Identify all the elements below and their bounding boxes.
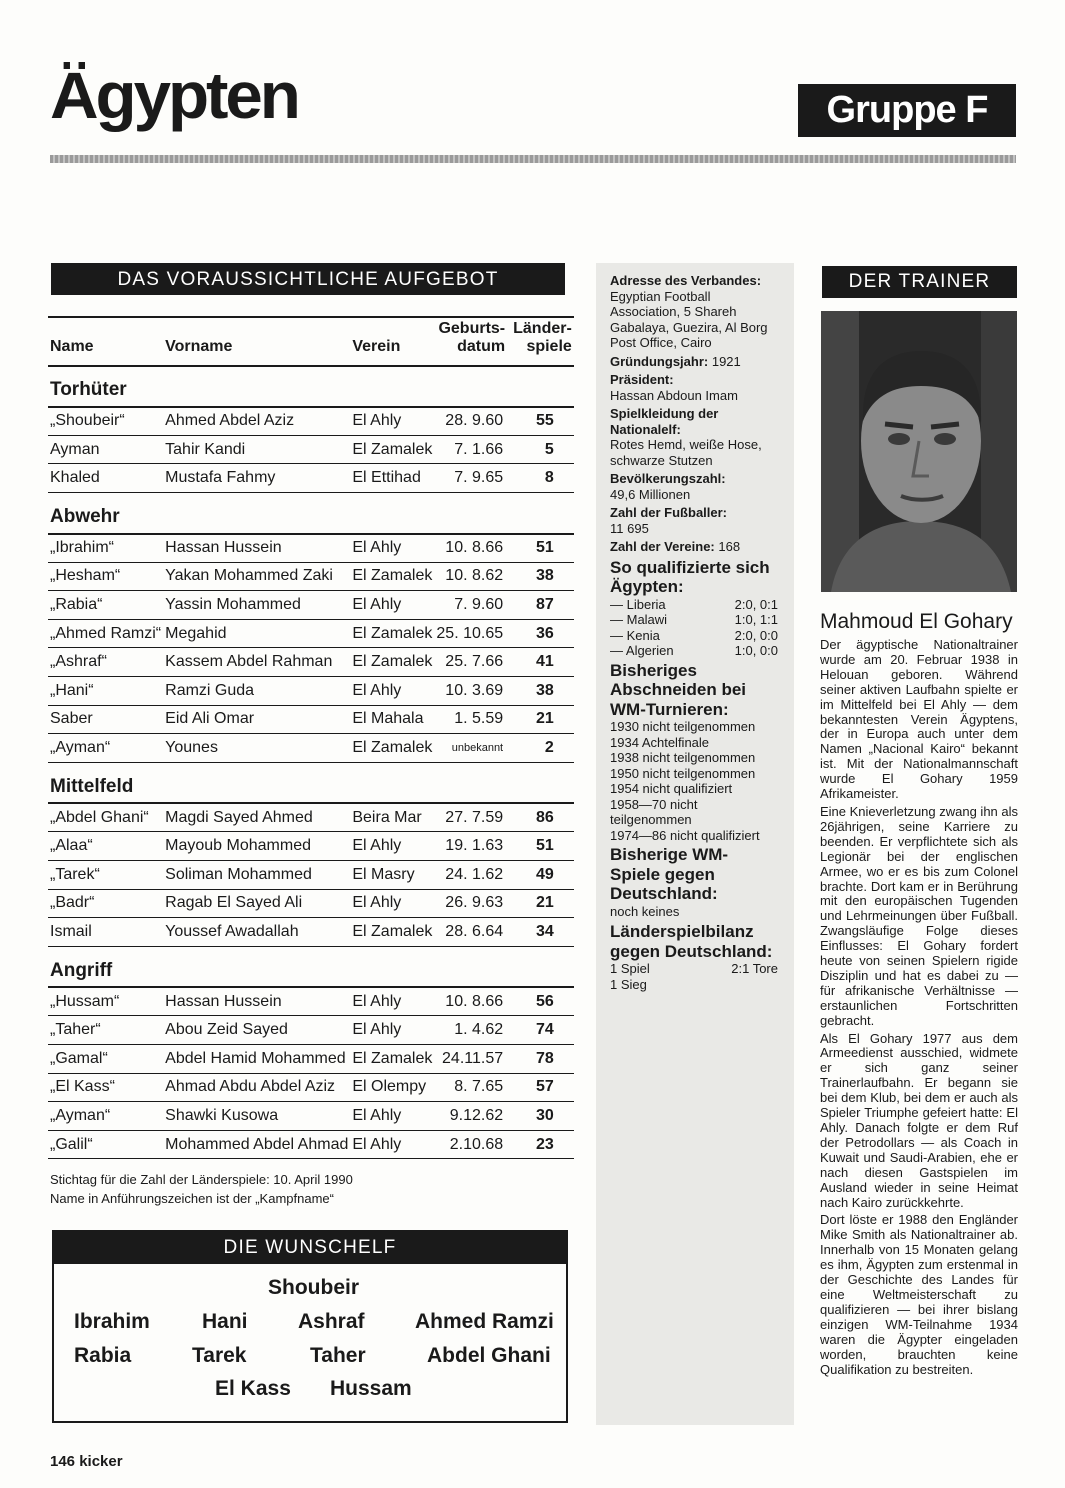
trainer-heading: DER TRAINER [822, 266, 1017, 298]
bio-paragraph: Eine Knieverletzung zwang ihn als 26jährigen, seine Karriere zu beenden. Er verpflichtete sich als Legionär bei der englischen Armee, wo er es bis zum Colonel brachte. Dort kam er in Berührung mit den europäischen Tugenden und Lehrmeinungen über Fußball. Zwangsläufige Folge dieses Einflusses: El Gohary fordert heute von seinen Spielern rigide Disziplin und hat es dabei zu — für afrikanische Verhältnisse — erstaunlichen Fortschritten gebracht. [820, 803, 1019, 1028]
squad-table [48, 316, 574, 1159]
trainer-biography [820, 638, 1018, 1380]
president-value: Hassan Abdoun Imam [610, 387, 738, 403]
wm-history-item: 1954 nicht qualifiziert [610, 781, 733, 796]
player-name: Ismail [48, 918, 163, 947]
wm-vs-germany-value: noch keines [610, 903, 680, 919]
bio-paragraph: Der ägyptische Nationaltrainer wurde am 20. Februar 1938 in Helouan geboren. Während seiner aktiven Laufbahn spielte er im Mittelfeld bei El Ahly — dem bekanntesten Verein Ägyptens, der in Europa auch unter dem Namen „Nacional Kairo“ bekannt ist. Mit der Nationalmannschaft wurde El Gohary 1959 Afrikameister. [820, 637, 1018, 802]
player-birthdate: 1. 5.59 [434, 705, 511, 734]
player-birthdate: 27. 7.59 [434, 803, 511, 832]
player-row [48, 987, 574, 1016]
player-row [48, 1102, 574, 1131]
wunschelf-player: El Kass [215, 1377, 291, 1400]
player-firstname: Shawki Kusowa [163, 1102, 350, 1131]
player-firstname: Tahir Kandi [163, 435, 350, 464]
address-value: Egyptian Football Association, 5 Shareh Gabalaya, Guezira, Al Borg Post Office, Cairo [610, 288, 768, 350]
squad-heading: DAS VORAUSSICHTLICHE AUFGEBOT [51, 263, 565, 295]
player-birthdate: 26. 9.63 [434, 889, 511, 918]
player-birthdate: 2.10.68 [434, 1130, 511, 1159]
player-name: „Tarek“ [48, 861, 163, 890]
footnote-kampfname: Name in Anführungszeichen ist der „Kampfname“ [50, 1191, 334, 1206]
player-club: El Zamalek [350, 734, 434, 763]
kit-label: Spielkleidung der Nationalelf: [610, 406, 719, 437]
player-caps: 8 [511, 464, 574, 493]
kit-value: Rotes Hemd, weiße Hose, schwarze Stutzen [610, 437, 762, 468]
player-caps: 30 [511, 1102, 574, 1131]
player-birthdate: 1. 4.62 [434, 1016, 511, 1045]
player-caps: 57 [511, 1073, 574, 1102]
player-firstname: Soliman Mohammed [163, 861, 350, 890]
player-club: El Mahala [350, 705, 434, 734]
player-birthdate: 9.12.62 [434, 1102, 511, 1131]
player-club: El Ahly [350, 1102, 434, 1131]
player-name: „Badr“ [48, 889, 163, 918]
player-birthdate: 7. 9.60 [434, 591, 511, 620]
player-firstname: Abdel Hamid Mohammed [163, 1044, 350, 1073]
player-birthdate: 10. 8.66 [434, 987, 511, 1016]
trainer-name: Mahmoud El Gohary [820, 610, 1013, 633]
position-row [48, 493, 574, 534]
player-row [48, 562, 574, 591]
player-club: El Zamalek [350, 1044, 434, 1073]
player-caps: 21 [511, 889, 574, 918]
qualification-list [610, 597, 778, 659]
player-name: „Abdel Ghani“ [48, 803, 163, 832]
qualification-row [610, 612, 778, 628]
player-birthdate: 28. 6.64 [434, 918, 511, 947]
player-name: Ayman [48, 435, 163, 464]
player-caps: 38 [511, 562, 574, 591]
player-firstname: Ragab El Sayed Ali [163, 889, 350, 918]
wm-history-item: 1934 Achtelfinale [610, 734, 710, 750]
player-firstname: Magdi Sayed Ahmed [163, 803, 350, 832]
col-verein: Verein [350, 317, 434, 366]
wm-history-heading: Bisheriges Abschneiden bei WM-Turnieren: [610, 660, 747, 719]
record-games: 1 Spiel [610, 961, 650, 976]
position-title: Torhüter [48, 366, 574, 407]
player-firstname: Yakan Mohammed Zaki [163, 562, 350, 591]
player-name: „Galil“ [48, 1130, 163, 1159]
player-row [48, 591, 574, 620]
player-club: El Ettihad [350, 464, 434, 493]
player-caps: 36 [511, 619, 574, 648]
player-row [48, 435, 574, 464]
qualification-opponent: — Algerien [610, 643, 674, 658]
player-club: El Ahly [350, 677, 434, 706]
player-caps: 34 [511, 918, 574, 947]
player-caps: 55 [511, 407, 574, 436]
page-number: 146 [50, 1453, 76, 1470]
player-birthdate: 7. 1.66 [434, 435, 511, 464]
player-row [48, 407, 574, 436]
player-name: Saber [48, 705, 163, 734]
player-club: El Zamalek [350, 562, 434, 591]
player-row [48, 889, 574, 918]
player-name: „Hani“ [48, 677, 163, 706]
wm-history-item: 1958—70 nicht teilgenommen [610, 796, 698, 827]
bio-paragraph: Als El Gohary 1977 aus dem Armeedienst ausschied, widmete er sich ganz seiner Trainerlaufbahn. Er begann sie bei dem Klub, bei dem er auch als Spieler Triumphe gefeiert hatte: El Ahly. Danach folgte er dem Ruf der Petrodollars — als Coach in Kuwait und Saudi-Arabien, ehe er nach diesen Gastspielen im Ausland wieder in seine Heimat nach Kairo zurückkehrte. [820, 1030, 1018, 1210]
player-caps: 74 [511, 1016, 574, 1045]
player-club: El Ahly [350, 407, 434, 436]
player-firstname: Eid Ali Omar [163, 705, 350, 734]
player-birthdate: 10. 8.66 [434, 534, 511, 563]
players-count-label: Zahl der Fußballer: [610, 505, 728, 520]
player-firstname: Abou Zeid Sayed [163, 1016, 350, 1045]
wunschelf-player: Tarek [192, 1344, 247, 1367]
player-row [48, 832, 574, 861]
player-club: El Ahly [350, 987, 434, 1016]
col-name: Name [48, 317, 163, 366]
wunschelf-player: Rabia [74, 1344, 132, 1367]
player-name: „Ahmed Ramzi“ [48, 619, 163, 648]
player-name: „Gamal“ [48, 1044, 163, 1073]
player-name: „Shoubeir“ [48, 407, 163, 436]
qualification-result: 1:0, 1:1 [734, 612, 778, 627]
wm-vs-germany-heading: Bisherige WM-Spiele gegen Deutschland: [610, 845, 729, 903]
player-name: „Ayman“ [48, 734, 163, 763]
wunschelf-player: Ahmed Ramzi [415, 1310, 554, 1333]
squad-header-row [48, 317, 574, 366]
brand-name: kicker [79, 1453, 123, 1470]
qualification-result: 2:0, 0:0 [734, 627, 778, 643]
player-firstname: Hassan Hussein [163, 987, 350, 1016]
clubs-count-label: Zahl der Vereine: [610, 539, 715, 554]
president-label: Präsident: [610, 372, 674, 387]
player-caps: 56 [511, 987, 574, 1016]
player-name: „Taher“ [48, 1016, 163, 1045]
player-firstname: Hassan Hussein [163, 534, 350, 563]
player-birthdate: 10. 8.62 [434, 562, 511, 591]
record-vs-germany-heading: Länderspielbilanz gegen Deutschland: [610, 922, 773, 961]
population-value: 49,6 Millionen [610, 486, 691, 502]
player-birthdate: 24. 1.62 [434, 861, 511, 890]
position-row [48, 762, 574, 803]
position-title: Angriff [48, 946, 574, 987]
wm-history-item: 1938 nicht teilgenommen [610, 750, 756, 765]
wm-history-item: 1974—86 nicht qualifiziert [610, 827, 760, 843]
player-name: „Rabia“ [48, 591, 163, 620]
player-club: El Olempy [350, 1073, 434, 1102]
player-firstname: Younes [163, 734, 350, 763]
player-name: „Ibrahim“ [48, 534, 163, 563]
player-caps: 86 [511, 803, 574, 832]
player-firstname: Ahmed Abdel Aziz [163, 407, 350, 436]
player-caps: 41 [511, 648, 574, 677]
clubs-count-value: 168 [718, 539, 741, 554]
player-club: El Zamalek [350, 648, 434, 677]
qualification-opponent: — Kenia [610, 627, 660, 643]
wm-history-item: 1950 nicht teilgenommen [610, 765, 756, 781]
qualification-result: 1:0, 0:0 [734, 643, 778, 658]
player-firstname: Mayoub Mohammed [163, 832, 350, 861]
player-birthdate: 25. 7.66 [434, 648, 511, 677]
player-club: Beira Mar [350, 803, 434, 832]
bio-paragraph: Dort löste er 1988 den Engländer Mike Smith als Nationaltrainer ab. Innerhalb von 15 Monaten gelang es ihm, Ägypten zum erstenmal in der Geschichte des Landes für eine Weltmeisterschaft zu qualifizieren — bei ihrer bislang einzigen WM-Teilnahme 1934 waren die Ägypter eingeladen worden, brauchten keine Qualifikation zu bestreiten. [820, 1212, 1018, 1377]
player-row [48, 464, 574, 493]
player-name: „Ashraf“ [48, 648, 163, 677]
position-title: Mittelfeld [48, 762, 574, 803]
wm-history-item: 1930 nicht teilgenommen [610, 719, 756, 734]
wunschelf-player: Hani [202, 1310, 248, 1333]
player-row [48, 619, 574, 648]
player-birthdate: 28. 9.60 [434, 407, 511, 436]
wunschelf-player: Ashraf [298, 1310, 365, 1333]
founded-value: 1921 [711, 353, 741, 369]
qualification-heading: So qualifizierte sich Ägypten: [610, 557, 770, 596]
player-firstname: Youssef Awadallah [163, 918, 350, 947]
wunschelf-player: Abdel Ghani [427, 1344, 551, 1367]
player-club: El Ahly [350, 591, 434, 620]
association-info-panel [596, 263, 794, 1425]
player-name: „Hesham“ [48, 562, 163, 591]
player-row [48, 1016, 574, 1045]
record-goals: 2:1 Tore [731, 961, 778, 976]
player-caps: 5 [511, 435, 574, 464]
player-club: El Zamalek [350, 619, 434, 648]
title-divider [50, 155, 1016, 163]
record-wins: 1 Sieg [610, 976, 647, 992]
player-firstname: Mohammed Abdel Ahmad [163, 1130, 350, 1159]
player-row [48, 918, 574, 947]
player-caps: 49 [511, 861, 574, 890]
player-birthdate: 7. 9.65 [434, 464, 511, 493]
player-firstname: Yassin Mohammed [163, 591, 350, 620]
player-firstname: Kassem Abdel Rahman [163, 648, 350, 677]
player-firstname: Mustafa Fahmy [163, 464, 350, 493]
player-row [48, 648, 574, 677]
wunschelf-heading: DIE WUNSCHELF [54, 1232, 566, 1264]
wunschelf-player: Hussam [330, 1377, 412, 1400]
player-caps: 78 [511, 1044, 574, 1073]
player-row [48, 734, 574, 763]
col-geburtsdatum: Geburts- datum [434, 317, 511, 366]
position-row [48, 946, 574, 987]
qualification-row [610, 643, 778, 659]
qualification-row [610, 628, 778, 644]
player-name: „Ayman“ [48, 1102, 163, 1131]
player-caps: 87 [511, 591, 574, 620]
population-label: Bevölkerungszahl: [610, 471, 726, 486]
player-birthdate: 19. 1.63 [434, 832, 511, 861]
player-caps: 21 [511, 705, 574, 734]
player-caps: 23 [511, 1130, 574, 1159]
col-laenderspiele: Länder- spiele [511, 317, 574, 366]
player-row [48, 534, 574, 563]
player-row [48, 1130, 574, 1159]
player-name: „Hussam“ [48, 987, 163, 1016]
player-caps: 51 [511, 534, 574, 563]
player-caps: 38 [511, 677, 574, 706]
squad-footnote [50, 1170, 353, 1208]
player-firstname: Megahid [163, 619, 350, 648]
player-name: „Alaa“ [48, 832, 163, 861]
player-row [48, 1044, 574, 1073]
founded-label: Gründungsjahr: [610, 353, 709, 369]
player-caps: 2 [511, 734, 574, 763]
player-firstname: Ahmad Abdu Abdel Aziz [163, 1073, 350, 1102]
page-title: Ägypten [50, 58, 298, 132]
trainer-photo [821, 311, 1017, 592]
wunschelf-player: Ibrahim [74, 1310, 150, 1333]
wm-history-list [610, 719, 778, 843]
player-row [48, 677, 574, 706]
player-birthdate: 8. 7.65 [434, 1073, 511, 1102]
position-title: Abwehr [48, 493, 574, 534]
player-club: El Zamalek [350, 918, 434, 947]
player-row [48, 803, 574, 832]
wunschelf-box [52, 1230, 568, 1423]
player-club: El Ahly [350, 832, 434, 861]
player-club: El Ahly [350, 1016, 434, 1045]
player-club: El Ahly [350, 534, 434, 563]
player-club: El Zamalek [350, 435, 434, 464]
qualification-opponent: — Malawi [610, 612, 668, 627]
player-birthdate: 24.11.57 [434, 1044, 511, 1073]
page-footer [50, 1453, 123, 1470]
player-name: Khaled [48, 464, 163, 493]
group-badge: Gruppe F [798, 84, 1016, 137]
player-birthdate: unbekannt [434, 734, 511, 763]
qualification-opponent: — Liberia [610, 596, 666, 612]
address-label: Adresse des Verbandes: [610, 273, 762, 288]
wunschelf-goalkeeper: Shoubeir [268, 1276, 360, 1299]
player-birthdate: 10. 3.69 [434, 677, 511, 706]
player-row [48, 705, 574, 734]
position-row [48, 366, 574, 407]
qualification-row [610, 597, 778, 613]
player-firstname: Ramzi Guda [163, 677, 350, 706]
player-name: „El Kass“ [48, 1073, 163, 1102]
player-club: El Masry [350, 861, 434, 890]
player-caps: 51 [511, 832, 574, 861]
players-count-value: 11 695 [610, 520, 649, 536]
player-club: El Ahly [350, 1130, 434, 1159]
player-row [48, 861, 574, 890]
player-birthdate: 25. 10.65 [434, 619, 511, 648]
player-club: El Ahly [350, 889, 434, 918]
footnote-stichtag: Stichtag für die Zahl der Länderspiele: 10. April 1990 [50, 1172, 353, 1187]
wunschelf-player: Taher [310, 1344, 366, 1367]
player-row [48, 1073, 574, 1102]
qualification-result: 2:0, 0:1 [734, 596, 778, 612]
col-vorname: Vorname [163, 317, 350, 366]
